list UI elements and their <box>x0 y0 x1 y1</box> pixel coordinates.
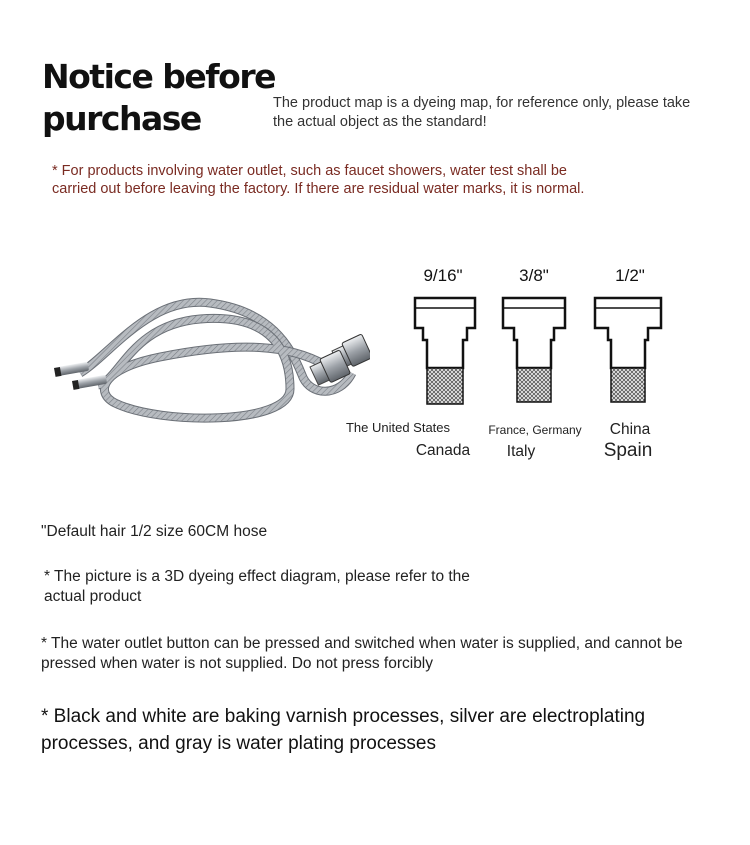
dyeing-effect-note: * The picture is a 3D dyeing effect diagram, please refer to the actual product <box>44 568 470 605</box>
processes-note: * Black and white are baking varnish processes, silver are electroplating processes, and gray is water plating processes <box>41 706 646 754</box>
reference-note: The product map is a dyeing map, for reference only, please take the actual object as the standard! <box>273 95 691 130</box>
fitting-size-label: 1/2" <box>615 266 645 285</box>
braided-hose-icon <box>40 285 370 430</box>
fitting-diagram-icon <box>592 292 664 412</box>
fitting-diagram-icon <box>410 292 480 412</box>
region-top: The United States <box>345 420 451 435</box>
outlet-button-note: * The water outlet button can be pressed and switched when water is supplied, and cannot be pressed when water is not supplied. Do not press forcibly <box>41 635 683 672</box>
fitting-size-label: 9/16" <box>423 266 463 285</box>
region-top: China <box>609 421 651 438</box>
region-bottom: Italy <box>506 443 536 460</box>
region-bottom: Canada <box>415 442 471 459</box>
region-bottom: Spain <box>603 440 653 461</box>
region-top: France, Germany <box>488 423 582 437</box>
fitting-size-label: 3/8" <box>519 266 549 285</box>
page-title: Notice before purchase <box>42 57 275 138</box>
default-size-note: "Default hair 1/2 size 60CM hose <box>41 523 268 540</box>
water-test-notice: * For products involving water outlet, such as faucet showers, water test shall be carried out before leaving the factory. If there are residual water marks, it is normal. <box>52 163 585 197</box>
fitting-diagram-icon <box>500 292 570 412</box>
